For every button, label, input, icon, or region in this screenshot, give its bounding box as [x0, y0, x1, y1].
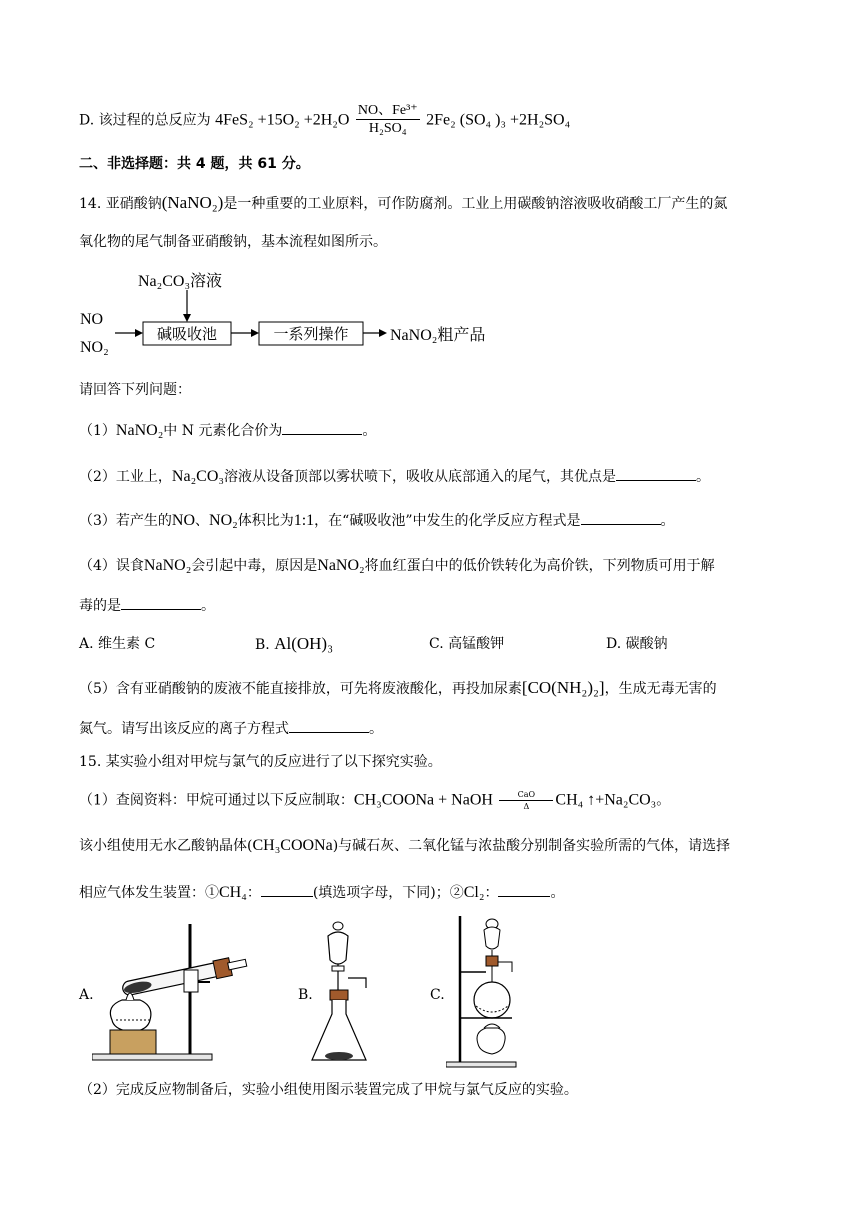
part3-text2: ，在“碱吸收池”中发生的化学反应方程式是: [314, 513, 581, 529]
apparatus-a-lamp: [110, 1000, 151, 1032]
q13-option-d: [79, 103, 570, 138]
q15-eq-rhs: CH₄ ↑+Na₂CO₃: [555, 791, 657, 809]
q15-part1-line2: [79, 836, 730, 856]
flow-box-ops-label: 一系列操作: [273, 327, 349, 343]
part4-text1: 会引起中毒，原因是: [191, 558, 318, 574]
answer-blank-4[interactable]: [121, 595, 201, 610]
q15-part2: （2）完成反应物制备后，实验小组使用图示装置完成了甲烷与氯气反应的实验。: [79, 1082, 578, 1098]
q15-l3-text2: (填选项字母，下同)；②: [312, 885, 464, 901]
q14-intro-text: 是一种重要的工业原料，可作防腐剂。工业上用碳酸钠溶液吸收硝酸工厂产生的氮: [223, 196, 728, 212]
apparatus-c-flame: [484, 1024, 500, 1028]
q15-eq-lhs: CH₃COONa + NaOH: [353, 791, 493, 809]
apparatus-c-tube: [498, 962, 512, 972]
q15-l2-text2: )与碱石灰、二氧化锰与浓盐酸分别制备实验所需的气体，请选择: [332, 838, 731, 854]
option-b-formula: Al(OH)₃: [274, 634, 334, 653]
q15-eq-cond-bot: Δ: [523, 802, 530, 811]
answer-blank-cl2[interactable]: [498, 882, 550, 897]
part5-end: 。: [369, 721, 383, 737]
flow-arrowhead-1: [135, 329, 143, 337]
q14-ask: 请回答下列问题：: [79, 382, 191, 398]
q15-l3-text1: 相应气体发生装置：①: [79, 885, 219, 901]
apparatus-a-label[interactable]: A.: [79, 987, 94, 1003]
part4-end: 。: [201, 598, 215, 614]
q15-eq-arrow: [499, 790, 553, 811]
apparatus-b-diagram: [310, 918, 390, 1068]
apparatus-b-funnel: [328, 932, 348, 964]
apparatus-c-base: [446, 1062, 516, 1067]
apparatus-a-block: [110, 1030, 156, 1054]
answer-blank-2[interactable]: [616, 466, 696, 481]
q14-part3: [79, 510, 675, 531]
part4-formula1: NaNO₂: [143, 557, 192, 574]
apparatus-a-clamp: [184, 970, 198, 992]
flow-arrowhead-2: [251, 329, 259, 337]
apparatus-b-stopper: [333, 922, 343, 930]
part3-no2: NO₂: [209, 512, 238, 529]
q15-part1-text: （1）查阅资料：甲烷可通过以下反应制取：: [79, 792, 354, 809]
apparatus-b-solid: [325, 1052, 353, 1060]
flow-input-no2: NO₂: [80, 339, 109, 356]
q15-part1-line3: [79, 882, 564, 903]
q13d-label: D. 该过程的总反应为: [79, 112, 211, 129]
q13d-rhs: 2Fe₂ (SO₄ )₃ +2H₂SO₄: [426, 111, 571, 129]
part2-text: 溶液从设备顶部以雾状喷下，吸收从底部通入的尾气，其优点是: [223, 469, 616, 485]
apparatus-c-lamp: [477, 1028, 505, 1054]
part4-formula2: NaNO₂: [317, 557, 365, 574]
part3-num: （3）若产生的: [79, 513, 172, 529]
q14-part4-line1: [79, 556, 715, 576]
q13d-cond-bot: H₂SO₄: [368, 121, 407, 136]
q15-l3-end: 。: [550, 885, 565, 901]
q15-eq-cond-top: CaO: [517, 790, 536, 799]
q15-l3-cl2: Cl₂: [463, 884, 485, 901]
answer-blank-1[interactable]: [282, 420, 362, 435]
apparatus-a-base: [92, 1054, 212, 1060]
q15-l2-formula: CH₃COONa: [252, 837, 333, 854]
part5-text2: ，生成无毒无害的: [604, 681, 717, 697]
q15-l2-text1: 该小组使用无水乙酸钠晶体(: [79, 838, 253, 854]
part3-text1: 体积比为: [237, 513, 294, 529]
flow-input-no: NO: [80, 311, 104, 328]
part3-sep: 、: [195, 513, 210, 529]
flow-box-absorb-label: 碱吸收池: [156, 327, 218, 343]
q14-part5-line2: [79, 718, 383, 739]
answer-blank-ch4[interactable]: [261, 882, 313, 897]
section-heading: 二、非选择题：共 4 题，共 61 分。: [79, 156, 310, 172]
option-b[interactable]: [255, 634, 333, 655]
answer-blank-5[interactable]: [289, 718, 369, 733]
apparatus-b-valve: [332, 966, 344, 971]
flow-reagent: Na₂CO₃溶液: [138, 273, 223, 290]
apparatus-b-cork: [330, 990, 348, 1000]
option-a[interactable]: A. 维生素 C: [79, 636, 156, 652]
q15-part1-line1: [79, 790, 670, 811]
option-d[interactable]: D. 碳酸钠: [606, 636, 668, 652]
option-b-label: B.: [255, 637, 275, 653]
apparatus-c-funnel: [484, 927, 500, 949]
q14-intro-line2: 氧化物的尾气制备亚硝酸钠，基本流程如图所示。: [79, 234, 387, 250]
q15-l3-colon2: ：: [484, 885, 499, 901]
part3-end: 。: [660, 513, 675, 529]
apparatus-c-flask: [474, 982, 510, 1018]
flow-arrowhead-3: [379, 329, 387, 337]
part2-end: 。: [695, 469, 710, 485]
q15-l3-colon1: ：: [246, 885, 261, 901]
q14-part4-line2: [79, 595, 215, 616]
apparatus-b-delivery-tube: [348, 978, 366, 988]
q13d-condition: [356, 103, 420, 138]
part4-num: （4）误食: [79, 558, 144, 574]
q14-number: 14. 亚硝酸钠: [79, 196, 162, 212]
q15-eq-end: 。: [656, 792, 671, 809]
part1-text: 中 N 元素化合价为: [163, 423, 283, 439]
q15-eq-arrow-line: [499, 800, 553, 801]
part4-text3: 毒的是: [79, 598, 121, 614]
flow-product: NaNO₂粗产品: [390, 327, 486, 344]
q15-l3-ch4: CH₄: [219, 884, 247, 901]
q13d-cond-top: NO、Fe³⁺: [357, 103, 418, 118]
q14-intro-line1: [79, 193, 727, 214]
apparatus-c-diagram: [446, 912, 536, 1072]
q14-part5-line1: [79, 678, 717, 699]
part3-no: NO: [171, 512, 196, 529]
apparatus-b-flask: [312, 1000, 366, 1060]
part4-text2: 将血红蛋白中的低价铁转化为高价铁，下列物质可用于解: [364, 558, 715, 574]
apparatus-b-label[interactable]: B.: [298, 987, 313, 1003]
flow-diagram: [75, 268, 515, 364]
q14-part2: [79, 466, 710, 487]
q15-intro: 15. 某实验小组对甲烷与氯气的反应进行了以下探究实验。: [79, 754, 442, 770]
apparatus-c-label[interactable]: C.: [430, 987, 445, 1003]
option-c[interactable]: C. 高锰酸钾: [429, 636, 505, 652]
part2-formula: Na₂CO₃: [171, 468, 224, 485]
part5-urea: [CO(NH₂)₂]: [521, 678, 605, 697]
part1-num: （1）: [79, 423, 116, 439]
part1-end: 。: [362, 423, 377, 439]
q14-formula: (NaNO₂): [161, 193, 224, 212]
apparatus-a-diagram: [92, 920, 252, 1065]
part2-num: （2）工业上，: [79, 469, 172, 485]
part5-text1: （5）含有亚硝酸钠的废液不能直接排放，可先将废液酸化，再投加尿素: [79, 681, 522, 697]
part3-ratio: 1:1: [293, 512, 315, 529]
q13d-lhs: 4FeS₂ +15O₂ +2H₂O: [215, 111, 350, 129]
q14-part1: [79, 420, 376, 441]
part1-formula: NaNO₂: [115, 422, 164, 439]
answer-blank-3[interactable]: [581, 510, 661, 525]
part5-text3: 氮气。请写出该反应的离子方程式: [79, 721, 289, 737]
flow-arrowhead-down: [183, 314, 191, 322]
apparatus-c-cork: [486, 956, 498, 966]
